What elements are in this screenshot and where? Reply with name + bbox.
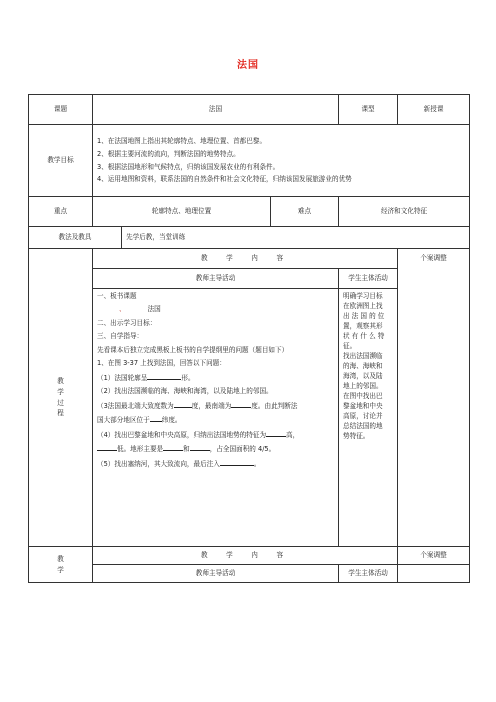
goal-item: 4、运用地图和资料，联系法国的自然条件和社会文化特征，归纳该国发展旅游业的优势 bbox=[97, 175, 352, 184]
method-value: 先学后教，当堂训练 bbox=[122, 227, 470, 249]
lesson-plan-table bbox=[28, 94, 470, 583]
difficulty-label: 难点 bbox=[271, 197, 339, 227]
type-label: 课型 bbox=[339, 95, 398, 125]
teacher-activity: 一、板书课题 、 法国 二、出示学习目标： 三、自学指导： 先看课本后独立完成黑板上板书的自学提纲里的问题（题目如下） 1、在图 3-37 上找到法国，回答以下问题： （1）法国轮廓呈 形。 （2）找出法国濒临的海、海峡和海湾，以及陆地上的邻国。 （3法国最北端大致度数为 度，最南端为 度。由此判断法 国大部分地区位于 纬度。 （4）找出巴黎盆地和中央高原，归纳出法国地势的特征为 高， 低。地形主要是 和 ，占全国面积的 4/5。 （5）找出塞纳河，其大致流向，最后注入 。 bbox=[93, 289, 339, 547]
goals-list bbox=[93, 125, 470, 197]
section2-teacher-header: 教师主导活动 bbox=[93, 565, 339, 583]
row-section2-subheader bbox=[29, 565, 470, 583]
section2-adjust-header: 个案调整 bbox=[398, 547, 470, 565]
difficulty-value: 经济和文化特征 bbox=[339, 197, 470, 227]
page-title: 法国 bbox=[237, 60, 259, 71]
section2-empty-cell bbox=[398, 565, 470, 583]
student-header: 学生主体活动 bbox=[339, 269, 398, 289]
goal-item: 1、在法国地图上指出其轮廓特点、地理位置、首都巴黎。 bbox=[97, 136, 267, 145]
adjust-header: 个案调整 bbox=[398, 249, 470, 547]
row-course bbox=[29, 95, 470, 125]
row-key bbox=[29, 197, 470, 227]
process-label: 教 学 过 程 bbox=[29, 249, 93, 547]
method-label: 教法及教具 bbox=[29, 227, 122, 249]
row-section2-header bbox=[29, 547, 470, 565]
goal-item: 2、根据主要河流的流向，判断法国的地势特点。 bbox=[97, 149, 240, 158]
student-activity: 明确学习目标 在欧洲图上找 出 法 国 的 位 置，观察其形 状 有 什 么 特 征。 找出法国濒临 的海、海峡和 海湾，以及陆 地上的邻国。 在图中找出巴 黎盆地和中央 高原，讨论并 总结法国的地 势特征。 bbox=[339, 289, 398, 547]
section2-label: 教 学 bbox=[29, 547, 93, 583]
content-header: 教 学 内 容 bbox=[93, 249, 398, 269]
section2-student-header: 学生主体活动 bbox=[339, 565, 398, 583]
row-method bbox=[29, 227, 470, 249]
goal-item: 3、根据法国地形和气候特点，归纳该国发展农业的有利条件。 bbox=[97, 162, 280, 171]
section2-content-header: 教 学 内 容 bbox=[93, 547, 398, 565]
type-value: 新授课 bbox=[398, 95, 470, 125]
course-label: 课题 bbox=[29, 95, 93, 125]
key-label: 重点 bbox=[29, 197, 93, 227]
row-goals bbox=[29, 125, 470, 197]
teacher-header: 教师主导活动 bbox=[93, 269, 339, 289]
goals-label: 教学目标 bbox=[29, 125, 93, 197]
row-process-header bbox=[29, 249, 470, 269]
course-value: 法国 bbox=[93, 95, 339, 125]
key-value: 轮廓特点、地理位置 bbox=[93, 197, 271, 227]
